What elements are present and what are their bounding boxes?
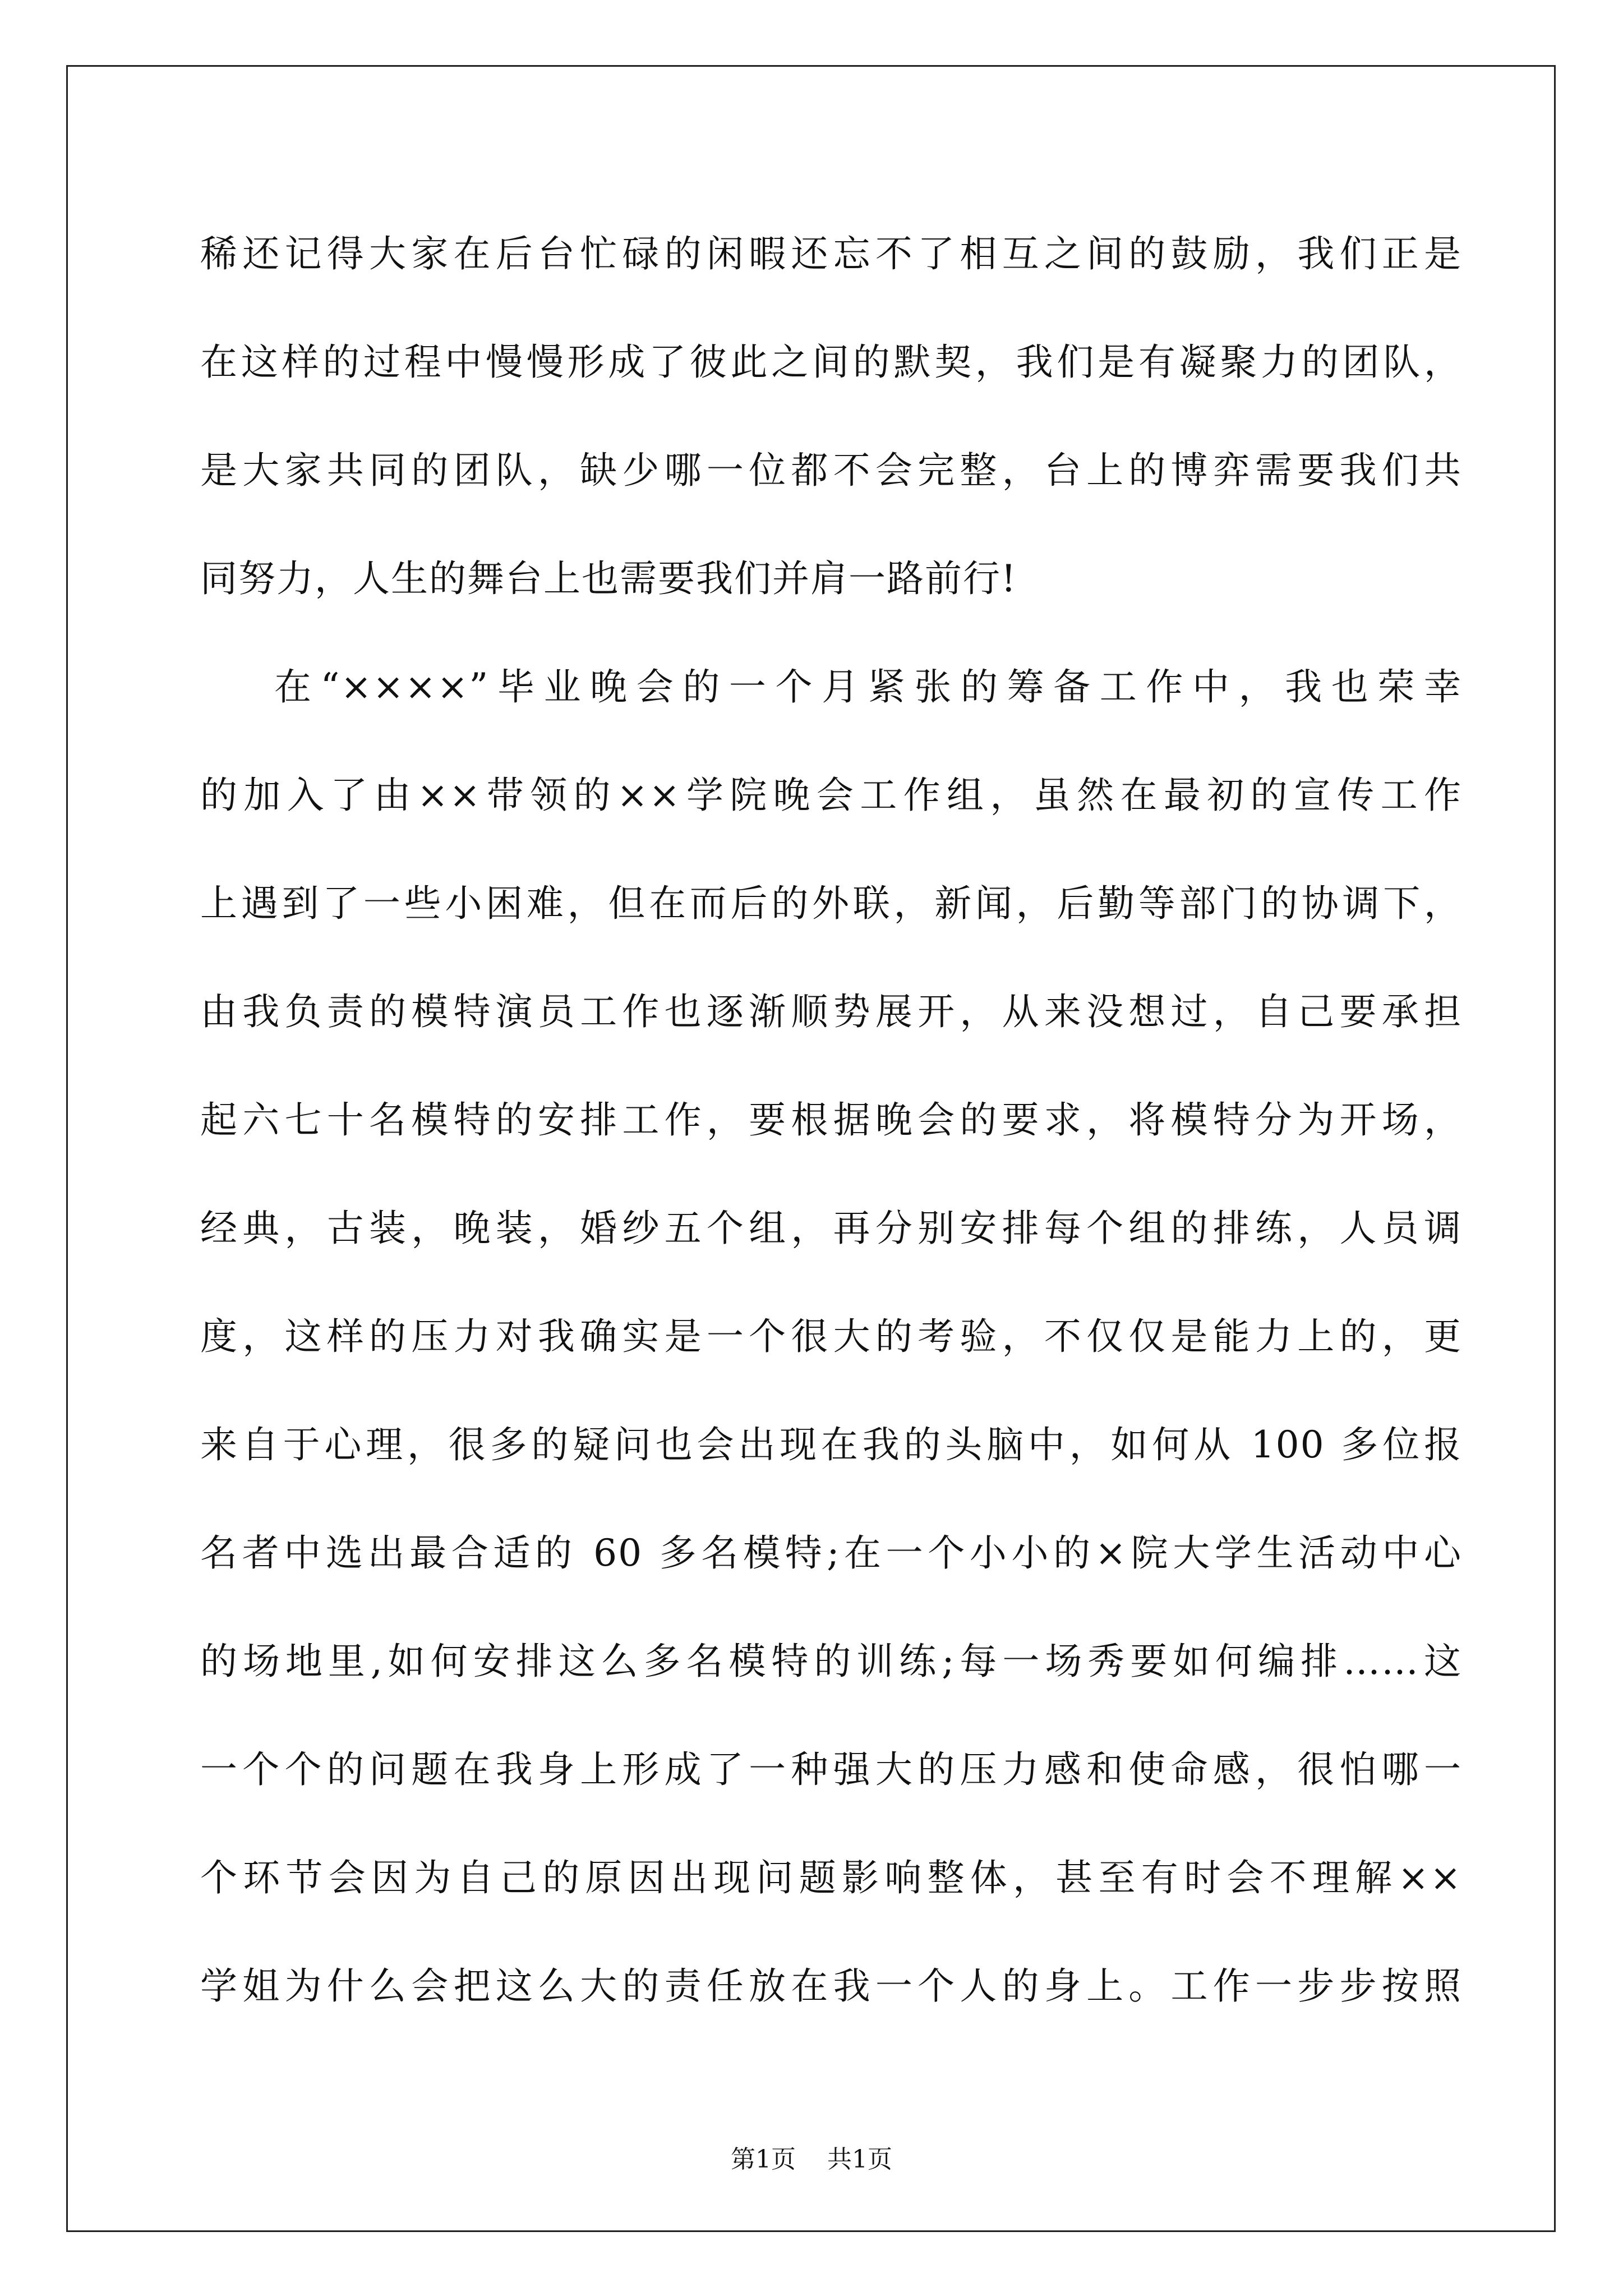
page-footer bbox=[0, 2139, 1623, 2175]
paragraph-first-line: 在“××××”毕业晚会的一个月紧张的筹备工作中，我也荣幸 bbox=[274, 665, 1462, 708]
text-line: 上遇到了一些小困难，但在而后的外联，新闻，后勤等部门的协调下， bbox=[200, 882, 1462, 925]
text-line: 学姐为什么会把这么大的责任放在我一个人的身上。工作一步步按照 bbox=[200, 1964, 1462, 2008]
document-body bbox=[200, 200, 1462, 2040]
text-line: 同努力，人生的舞台上也需要我们并肩一路前行! bbox=[200, 557, 1017, 600]
text-line: 在这样的过程中慢慢形成了彼此之间的默契，我们是有凝聚力的团队， bbox=[200, 341, 1462, 384]
text-line: 起六七十名模特的安排工作，要根据晚会的要求，将模特分为开场， bbox=[200, 1098, 1462, 1142]
text-line: 一个个的问题在我身上形成了一种强大的压力感和使命感，很怕哪一 bbox=[200, 1748, 1462, 1791]
text-line: 稀还记得大家在后台忙碌的闲暇还忘不了相互之间的鼓励，我们正是 bbox=[200, 232, 1462, 275]
text-line: 由我负责的模特演员工作也逐渐顺势展开，从来没想过，自己要承担 bbox=[200, 990, 1462, 1033]
text-line: 度，这样的压力对我确实是一个很大的考验，不仅仅是能力上的，更 bbox=[200, 1315, 1462, 1358]
text-line: 来自于心理，很多的疑问也会出现在我的头脑中，如何从 100 多位报 bbox=[200, 1423, 1462, 1466]
text-line: 经典，古装，晚装，婚纱五个组，再分别安排每个组的排练，人员调 bbox=[200, 1207, 1462, 1250]
text-line: 的场地里,如何安排这么多名模特的训练;每一场秀要如何编排……这 bbox=[200, 1640, 1462, 1683]
text-line: 个环节会因为自己的原因出现问题影响整体，甚至有时会不理解×× bbox=[200, 1856, 1462, 1899]
text-line: 是大家共同的团队，缺少哪一位都不会完整，台上的博弈需要我们共 bbox=[200, 449, 1462, 492]
text-line: 的加入了由××带领的××学院晚会工作组，虽然在最初的宣传工作 bbox=[200, 774, 1462, 817]
text-line: 名者中选出最合适的 60 多名模特;在一个小小的×院大学生活动中心 bbox=[200, 1531, 1462, 1575]
page-number: 第1页 bbox=[731, 2145, 796, 2174]
total-pages: 共1页 bbox=[827, 2145, 892, 2174]
